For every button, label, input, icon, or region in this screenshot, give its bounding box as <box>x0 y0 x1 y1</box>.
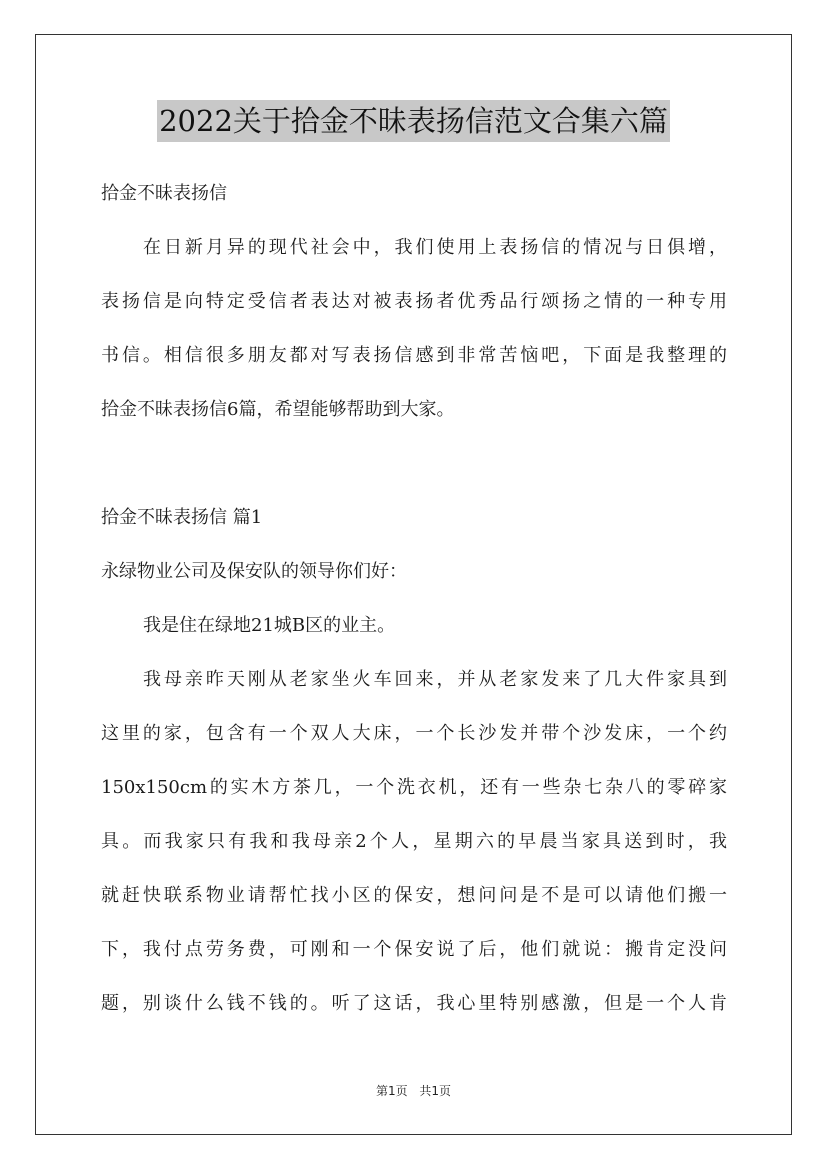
paragraph-line: 表扬信是向特定受信者表达对被表扬者优秀品行颂扬之情的一种专用 <box>101 291 727 312</box>
document-title: 2022关于拾金不昧表扬信范文合集六篇 <box>157 100 670 142</box>
paragraph-line: 在日新月异的现代社会中，我们使用上表扬信的情况与日俱增， <box>143 237 727 258</box>
paragraph-line: 就赶快联系物业请帮忙找小区的保安，想问问是不是可以请他们搬一 <box>101 885 727 906</box>
page-total: 共1页 <box>419 1084 452 1098</box>
paragraph-line: 具。而我家只有我和我母亲2个人，星期六的早晨当家具送到时，我 <box>101 831 727 852</box>
paragraph-line: 这里的家，包含有一个双人大床，一个长沙发并带个沙发床，一个约 <box>101 723 727 744</box>
salutation: 永绿物业公司及保安队的领导你们好： <box>101 561 407 582</box>
blank-line <box>101 442 727 496</box>
paragraph-line: 拾金不昧表扬信6篇，希望能够帮助到大家。 <box>101 399 455 420</box>
paragraph-line: 我母亲昨天刚从老家坐火车回来，并从老家发来了几大件家具到 <box>143 669 727 690</box>
title-container <box>0 100 827 142</box>
document-body <box>101 172 727 1036</box>
page-number: 第1页 <box>375 1084 408 1098</box>
paragraph-line: 书信。相信很多朋友都对写表扬信感到非常苦恼吧，下面是我整理的 <box>101 345 727 366</box>
paragraph-line: 下，我付点劳务费，可刚和一个保安说了后，他们就说：搬肯定没问 <box>101 939 727 960</box>
section-heading: 拾金不昧表扬信 <box>101 183 227 204</box>
paragraph-line: 题，别谈什么钱不钱的。听了这话，我心里特别感激，但是一个人肯 <box>101 993 727 1014</box>
page-footer <box>0 1082 827 1099</box>
article-heading: 拾金不昧表扬信 篇1 <box>101 507 263 528</box>
paragraph-line: 我是住在绿地21城B区的业主。 <box>143 615 396 636</box>
paragraph-line: 150x150cm的实木方茶几，一个洗衣机，还有一些杂七杂八的零碎家 <box>101 777 727 798</box>
